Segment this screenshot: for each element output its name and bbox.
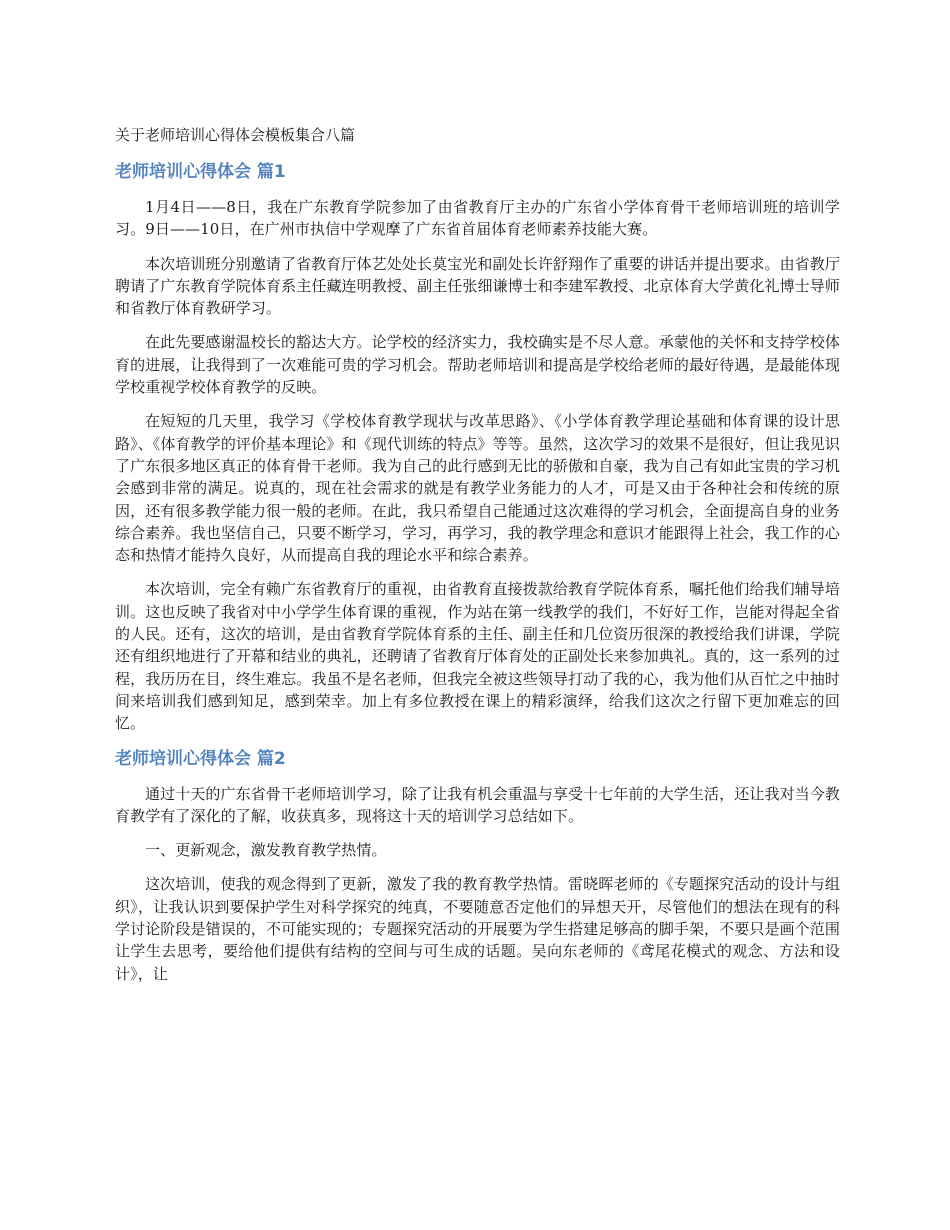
document-title: 关于老师培训心得体会模板集合八篇 xyxy=(115,126,356,144)
section-heading: 老师培训心得体会 篇2 xyxy=(115,748,286,769)
section-1 xyxy=(115,160,840,735)
section-heading: 老师培训心得体会 篇1 xyxy=(115,162,286,182)
paragraph: 这次培训，使我的观念得到了更新，激发了我的教育教学热情。雷晓晖老师的《专题探究活动的设计与组织》，让我认识到要保护学生对科学探究的纯真，不要随意否定他们的异想天开，尽管他们的想法在现有的科学讨论阶段是错误的，不可能实现的；专题探究活动的开展要为学生搭建足够高的脚手架，不要只是画个范围让学生去思考，要给他们提供有结构的空间与可生成的话题。吴向东老师的《鸢尾花模式的观念、方法和设计》，让 xyxy=(115,875,840,983)
paragraph: 本次培训班分别邀请了省教育厅体艺处处长莫宝光和副处长许舒翔作了重要的讲话并提出要求。由省教厅聘请了广东教育学院体育系主任藏连明教授、副主任张细谦博士和李建军教授、北京体育大学黄化礼博士导师和省教厅体育教研学习。 xyxy=(115,254,840,318)
paragraph: 在此先要感谢温校长的豁达大方。论学校的经济实力，我校确实是不尽人意。承蒙他的关怀和支持学校体育的进展，让我得到了一次难能可贵的学习机会。帮助老师培训和提高是学校给老师的最好待遇，是最能体现学校重视学校体育教学的反映。 xyxy=(115,333,840,397)
paragraph: 在短短的几天里，我学习《学校体育教学现状与改革思路》、《小学体育教学理论基础和体育课的设计思路》、《体育教学的评价基本理论》和《现代训练的特点》等等。虽然，这次学习的效果不是很好，但让我见识了广东很多地区真正的体育骨干老师。我为自己的此行感到无比的骄傲和自豪，我为自己有如此宝贵的学习机会感到非常的满足。说真的，现在社会需求的就是有教学业务能力的人才，可是又由于各种社会和传统的原因，还有很多教学能力很一般的老师。在此，我只希望自己能通过这次难得的学习机会，全面提高自身的业务综合素养。我也坚信自己，只要不断学习，学习，再学习，我的教学理念和意识才能跟得上社会，我工作的心态和热情才能持久良好，从而提高自我的理论水平和综合素养。 xyxy=(115,412,840,565)
paragraph: 1月4日——8日，我在广东教育学院参加了由省教育厅主办的广东省小学体育骨干老师培训班的培训学习。9日——10日，在广州市执信中学观摩了广东省首届体育老师素养技能大赛。 xyxy=(115,198,840,239)
paragraph: 一、更新观念，激发教育教学热情。 xyxy=(145,841,387,860)
paragraph: 本次培训，完全有赖广东省教育厅的重视，由省教育直接拨款给教育学院体育系，嘱托他们给我们辅导培训。这也反映了我省对中小学学生体育课的重视，作为站在第一线教学的我们，不好好工作，岂能对得起全省的人民。还有，这次的培训，是由省教育学院体育系的主任、副主任和几位资历很深的教授给我们讲课，学院还有组织地进行了开幕和结业的典礼，还聘请了省教育厅体育处的正副处长来参加典礼。真的，这一系列的过程，我历历在目，终生难忘。我虽不是名老师，但我完全被这些领导打动了我的心，我为他们从百忙之中抽时间来培训我们感到知足，感到荣幸。加上有多位教授在课上的精彩演绎，给我们这次之行留下更加难忘的回忆。 xyxy=(115,580,840,733)
document-page xyxy=(115,124,840,997)
paragraph: 通过十天的广东省骨干老师培训学习，除了让我有机会重温与享受十七年前的大学生活，还让我对当今教育教学有了深化的了解，收获真多，现将这十天的培训学习总结如下。 xyxy=(115,784,840,825)
section-2 xyxy=(115,747,840,985)
